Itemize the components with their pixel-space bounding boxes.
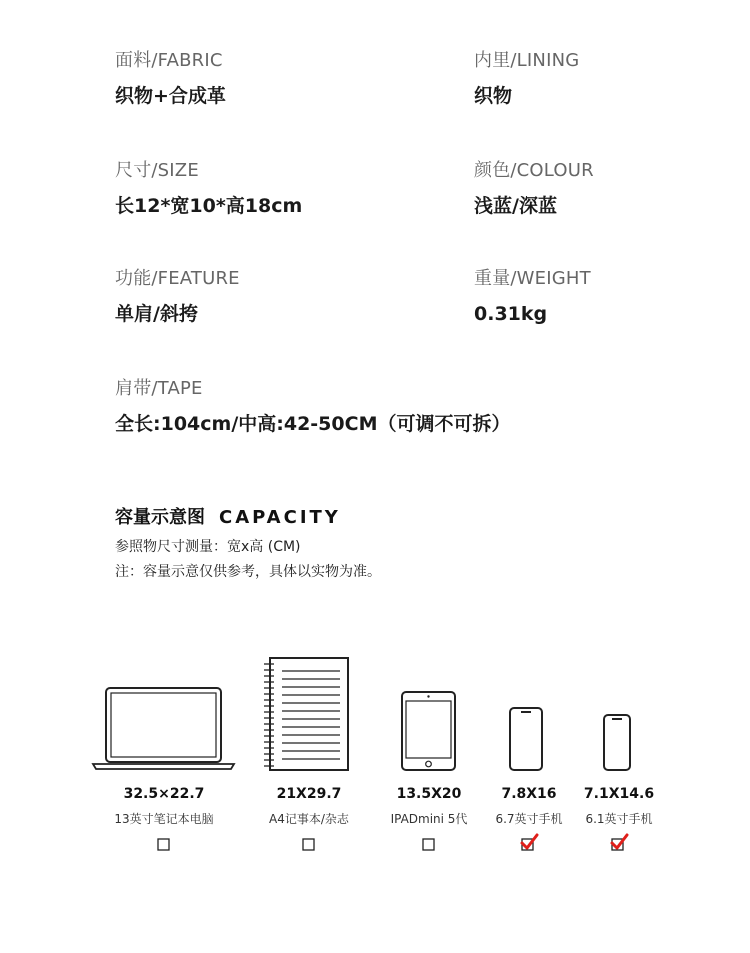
spec-value: 浅蓝/深蓝: [474, 195, 557, 217]
spec-value: 全长:104cm/中高:42-50CM（可调不可拆）: [115, 413, 511, 435]
capacity-title-cn: 容量示意图: [115, 507, 205, 528]
checkbox-unchecked-icon: [303, 839, 314, 850]
device-dimension: 7.1X14.6: [583, 786, 655, 802]
spec-value: 0.31kg: [474, 303, 548, 325]
spec-value: 织物: [474, 85, 513, 107]
spec-label: 内里/LINING: [474, 50, 580, 71]
device-name: 6.7英寸手机: [495, 812, 563, 826]
checkbox-checked-icon: [522, 835, 537, 850]
spec-label: 肩带/TAPE: [115, 378, 203, 399]
device-dimension: 13.5X20: [396, 786, 462, 802]
device-name: A4记事本/杂志: [269, 812, 349, 826]
spec-label: 尺寸/SIZE: [115, 160, 199, 181]
capacity-note-measure: 参照物尺寸测量：宽x高 (CM): [115, 539, 301, 555]
device-dimension: 7.8X16: [501, 786, 557, 802]
spec-label: 重量/WEIGHT: [474, 268, 591, 289]
spec-value: 长12*宽10*高18cm: [115, 195, 303, 217]
checkbox-unchecked-icon: [158, 839, 169, 850]
checkbox-checked-icon: [612, 835, 627, 850]
device-dimension: 21X29.7: [276, 786, 342, 802]
device-name: 6.1英寸手机: [585, 812, 653, 826]
spec-value: 织物+合成革: [115, 85, 226, 107]
spec-value: 单肩/斜挎: [115, 303, 198, 325]
device-name: 13英寸笔记本电脑: [114, 812, 214, 826]
spec-label: 功能/FEATURE: [115, 268, 240, 289]
capacity-note-disclaimer: 注：容量示意仅供参考，具体以实物为准。: [115, 564, 381, 580]
device-name: IPADmini 5代: [390, 812, 468, 826]
capacity-title-en: CAPACITY: [219, 507, 341, 528]
checkbox-unchecked-icon: [423, 839, 434, 850]
spec-label: 颜色/COLOUR: [474, 160, 594, 181]
device-dimension: 32.5×22.7: [123, 786, 205, 802]
spec-label: 面料/FABRIC: [115, 50, 223, 71]
